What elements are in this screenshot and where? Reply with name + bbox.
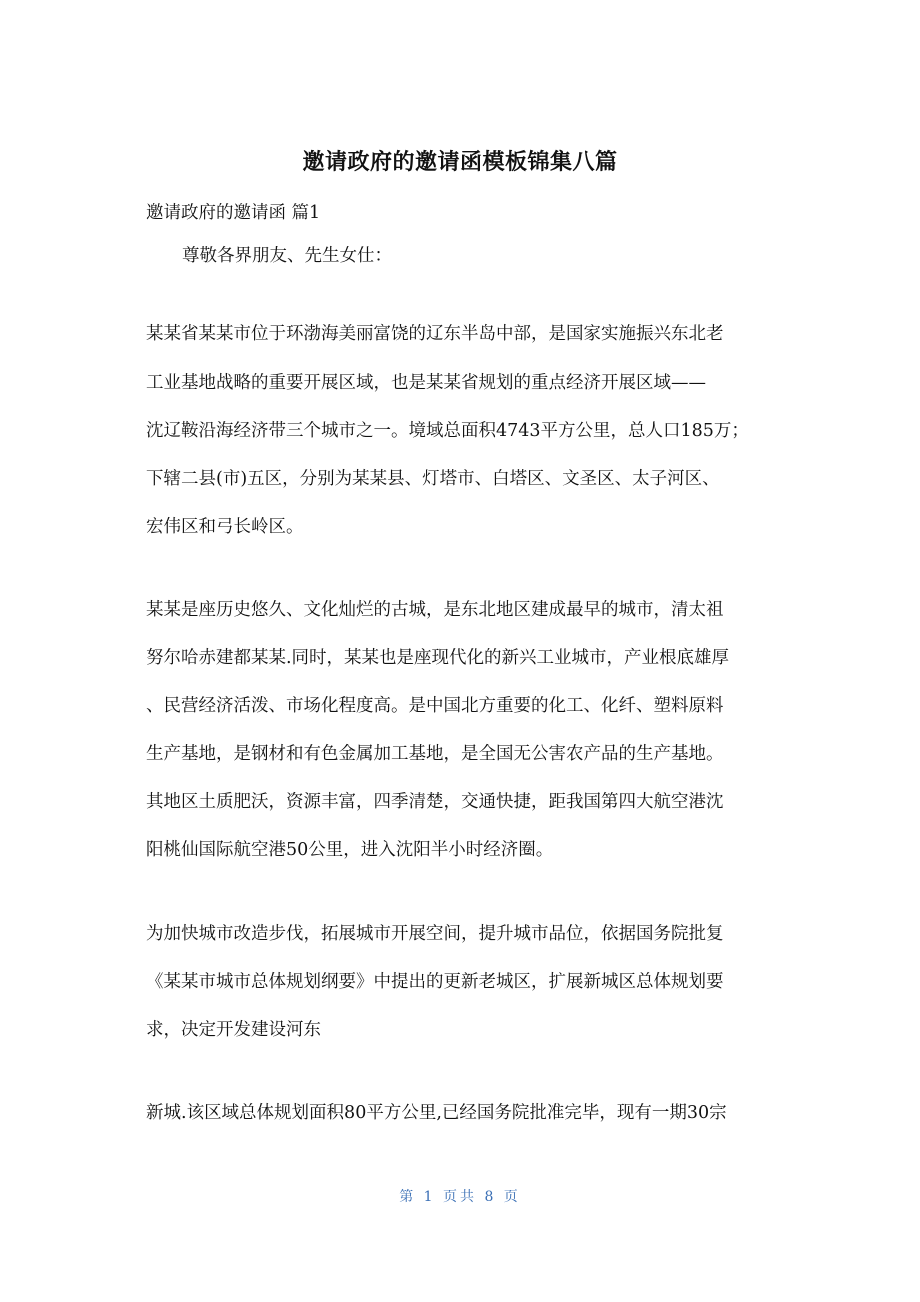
paragraph-3-line: 《某某市城市总体规划纲要》中提出的更新老城区，扩展新城区总体规划要: [146, 972, 724, 992]
page-number-footer: 第 1 页共 8 页: [399, 1189, 521, 1205]
paragraph-1-line: 工业基地战略的重要开展区域，也是某某省规划的重点经济开展区域——: [146, 373, 706, 393]
paragraph-2-line: 某某是座历史悠久、文化灿烂的古城，是东北地区建成最早的城市，清太祖: [146, 600, 724, 620]
paragraph-1-line: 宏伟区和弓长岭区。: [146, 517, 304, 537]
paragraph-1-line: 下辖二县(市)五区，分别为某某县、灯塔市、白塔区、文圣区、太子河区、: [146, 469, 720, 489]
paragraph-3-line: 求，决定开发建设河东: [146, 1020, 321, 1040]
paragraph-2-line: 努尔哈赤建都某某.同时，某某也是座现代化的新兴工业城市，产业根底雄厚: [146, 648, 730, 668]
paragraph-1-line: 沈辽鞍沿海经济带三个城市之一。境域总面积4743平方公里，总人口185万；: [146, 421, 749, 441]
page-title: 邀请政府的邀请函模板锦集八篇: [302, 150, 618, 175]
paragraph-2-line: 其地区土质肥沃，资源丰富，四季清楚，交通快捷，距我国第四大航空港沈: [146, 792, 724, 812]
paragraph-3-line: 为加快城市改造步伐，拓展城市开展空间，提升城市品位，依据国务院批复: [146, 924, 724, 944]
salutation: 尊敬各界朋友、先生女仕：: [182, 246, 392, 266]
paragraph-4-line: 新城.该区域总体规划面积80平方公里,已经国务院批准完毕，现有一期30宗: [146, 1103, 727, 1123]
paragraph-2-line: 、民营经济活泼、市场化程度高。是中国北方重要的化工、化纤、塑料原料: [146, 696, 724, 716]
subtitle: 邀请政府的邀请函 篇1: [146, 203, 321, 223]
paragraph-2-line: 阳桃仙国际航空港50公里，进入沈阳半小时经济圈。: [146, 840, 554, 860]
paragraph-1-line: 某某省某某市位于环渤海美丽富饶的辽东半岛中部，是国家实施振兴东北老: [146, 324, 724, 344]
paragraph-2-line: 生产基地，是钢材和有色金属加工基地，是全国无公害农产品的生产基地。: [146, 744, 724, 764]
